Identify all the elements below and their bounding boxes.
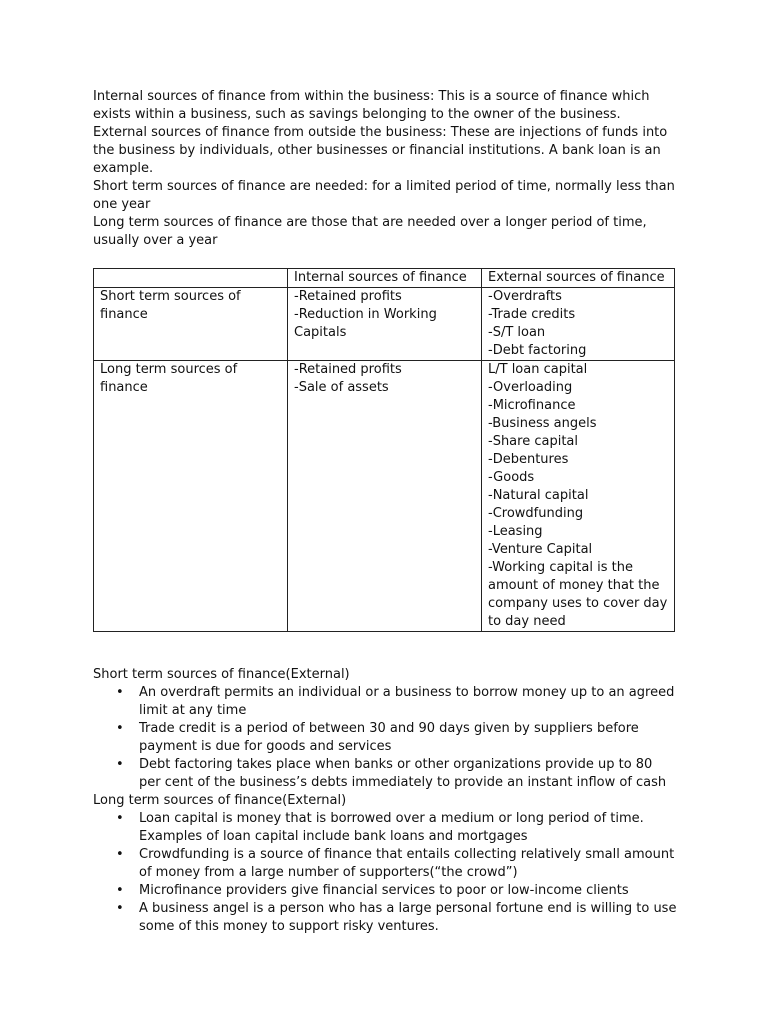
- bullet-list: [93, 684, 678, 792]
- header-internal-cell: Internal sources of finance: [288, 269, 482, 288]
- table-row: [94, 361, 675, 632]
- list-item: -Business angels: [488, 416, 597, 431]
- bullet-icon: •: [116, 901, 124, 916]
- list-item: -Working capital is the amount of money that the company uses to cover day to day need: [488, 560, 668, 629]
- long-term-definition: Long term sources of finance are those that are needed over a longer period of time, usually over a year: [93, 215, 647, 248]
- list-item: -Debt factoring: [488, 343, 587, 358]
- header-blank-cell: [94, 269, 288, 288]
- list-item-text: Trade credit is a period of between 30 and 90 days given by suppliers before payment is due for goods and services: [139, 721, 639, 754]
- list-item: -Sale of assets: [294, 380, 389, 395]
- list-item: -Natural capital: [488, 488, 589, 503]
- list-item: [93, 684, 678, 720]
- long-term-internal-cell: [288, 361, 482, 632]
- section-heading: Long term sources of finance(External): [93, 793, 347, 808]
- list-item-text: Debt factoring takes place when banks or other organizations provide up to 80 per cent of the business’s debts immediately to provide an instant inflow of cash: [139, 757, 667, 790]
- bullet-icon: •: [116, 847, 124, 862]
- list-item: -Leasing: [488, 524, 543, 539]
- bullet-icon: •: [116, 685, 124, 700]
- list-item: [93, 900, 678, 936]
- short-term-definition: Short term sources of finance are needed: for a limited period of time, normally less than one year: [93, 179, 675, 212]
- list-item-text: Crowdfunding is a source of finance that entails collecting relatively small amount of money from a large number of supporters(“the crowd”): [139, 847, 675, 880]
- list-item: -Share capital: [488, 434, 578, 449]
- external-sources-definition: External sources of finance from outside the business: These are injections of funds into the business by individuals, other businesses or financial institutions. A bank loan is an example.: [93, 125, 668, 176]
- short-term-external-section: [93, 666, 678, 792]
- bullet-list: [93, 810, 678, 936]
- list-item: -S/T loan: [488, 325, 546, 340]
- row-label-short-term: Short term sources of finance: [94, 288, 288, 361]
- bullet-icon: •: [116, 811, 124, 826]
- list-item: [93, 720, 678, 756]
- section-heading: Short term sources of finance(External): [93, 667, 350, 682]
- short-term-external-cell: [482, 288, 675, 361]
- bullet-icon: •: [116, 721, 124, 736]
- list-item: -Debentures: [488, 452, 569, 467]
- list-item: -Reduction in Working Capitals: [294, 307, 437, 340]
- list-item-text: Microfinance providers give financial services to poor or low-income clients: [139, 883, 629, 898]
- list-item-text: A business angel is a person who has a large personal fortune end is willing to use some of this money to support risky ventures.: [139, 901, 677, 934]
- list-item: -Overloading: [488, 380, 573, 395]
- long-term-external-cell: [482, 361, 675, 632]
- list-item: [93, 756, 678, 792]
- list-item: -Goods: [488, 470, 535, 485]
- table-header-row: [94, 269, 675, 288]
- list-item-text: An overdraft permits an individual or a business to borrow money up to an agreed limit at any time: [139, 685, 675, 718]
- list-item: -Trade credits: [488, 307, 576, 322]
- list-item: [93, 882, 678, 900]
- list-item: -Crowdfunding: [488, 506, 584, 521]
- bullet-icon: •: [116, 757, 124, 772]
- header-external-cell: External sources of finance: [482, 269, 675, 288]
- short-term-internal-cell: [288, 288, 482, 361]
- list-item: -Venture Capital: [488, 542, 593, 557]
- list-item-text: Loan capital is money that is borrowed over a medium or long period of time. Examples of loan capital include bank loans and mortgages: [139, 811, 644, 844]
- list-item: [93, 810, 678, 846]
- bullet-icon: •: [116, 883, 124, 898]
- list-item: -Retained profits: [294, 362, 402, 377]
- long-term-external-section: [93, 792, 678, 936]
- list-item: [93, 846, 678, 882]
- table-row: [94, 288, 675, 361]
- row-label-long-term: Long term sources of finance: [94, 361, 288, 632]
- internal-sources-definition: Internal sources of finance from within the business: This is a source of finance which exists within a business, such as savings belonging to the owner of the business.: [93, 89, 650, 122]
- list-item: -Microfinance: [488, 398, 576, 413]
- list-item: -Overdrafts: [488, 289, 562, 304]
- list-item: -Retained profits: [294, 289, 402, 304]
- intro-definitions: [93, 88, 678, 250]
- list-item: L/T loan capital: [488, 362, 588, 377]
- document-page: [93, 88, 678, 936]
- sources-of-finance-table: [93, 268, 675, 632]
